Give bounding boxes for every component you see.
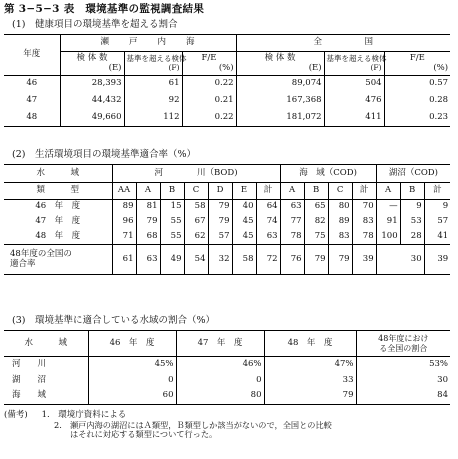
s2-national-cell: 61 [112,245,136,275]
s1-cell: 61 [124,76,182,93]
s2-cell: 9 [400,200,424,215]
s2-cell: 57 [424,215,450,230]
s3-cell: 30 [356,373,450,389]
s2-national-cell: 72 [256,245,280,275]
s2-national-cell: 76 [280,245,304,275]
s1-cell: 0.28 [384,93,450,110]
s1-count-label-b: 検 体 数 [264,52,296,63]
s3-47-header: 47 年 度 [176,331,264,357]
s2-type-6: 計 [256,183,280,200]
s1-count-unit: (E) [108,62,122,73]
s1-cell: 49,660 [60,110,124,127]
s2-type-11: A [376,183,400,200]
s2-row-label: 48 年 度 [35,230,81,241]
s2-national-cell: 39 [352,245,376,275]
s1-year: 46 [26,78,38,89]
s3-water-header: 水 域 [24,337,67,348]
s2-cell: 40 [232,200,256,215]
s1-ratio-label-b: F/E [409,52,425,63]
table-row [4,76,450,93]
s2-cell: 89 [112,200,136,215]
table-row [4,373,450,389]
s2-cell: 78 [280,230,304,245]
s3-national-header-1: 48年度におけ [378,334,429,344]
table-row [4,110,450,127]
notes [4,411,332,440]
s1-year-header: 年度 [4,35,60,76]
s2-lake-header: 湖沼（COD) [376,165,450,183]
s2-national-cell: 79 [304,245,328,275]
s1-exceed-unit: (F) [168,62,180,72]
s3-cell: 0 [88,373,176,389]
s1-cell: 0.57 [384,76,450,93]
s2-cell: 45 [232,215,256,230]
s2-type-8: B [304,183,328,200]
s2-cell: 81 [136,200,160,215]
s2-cell: 91 [376,215,400,230]
s1-exceed-label-b: 基準を超える検体 [326,53,387,63]
s2-cell: 55 [160,215,184,230]
s2-cell: 63 [256,230,280,245]
s2-cell: 78 [352,230,376,245]
s3-cell: 84 [356,389,450,405]
table-row [4,230,450,245]
health-items-table [4,34,450,127]
s2-cell: 57 [208,230,232,245]
s2-national-cell: 39 [424,245,450,275]
s2-cell: 71 [112,230,136,245]
notes-label: (備考) [4,410,28,420]
s2-type-header: 類 型 [36,185,79,196]
s2-national-cell: 58 [232,245,256,275]
s1-cell: 28,393 [60,76,124,93]
s2-cell: 83 [352,215,376,230]
s2-sea-header: 海 域（COD) [280,165,376,183]
s2-cell: 79 [208,215,232,230]
s1-year: 47 [26,95,38,106]
note-2-cont: はそれに対応する類型について行った。 [70,429,218,440]
s2-cell: 68 [136,230,160,245]
s1-cell: 89,074 [236,76,324,93]
s2-cell: 41 [424,230,450,245]
table-row [4,389,450,405]
s2-national-cell: 63 [136,245,160,275]
s3-row-label: 河 川 [12,358,47,369]
s2-cell: 79 [208,200,232,215]
s3-cell: 33 [264,373,356,389]
s2-type-4: D [208,183,232,200]
s3-46-header: 46 年 度 [88,331,176,357]
s1-col-exceed-b [324,52,387,76]
s1-col-count-b [236,52,324,76]
s3-cell: 45% [88,357,176,373]
s1-ratio-label: F/E [201,52,217,63]
s2-cell: 63 [280,200,304,215]
s1-exceed-label: 基準を超える検体 [126,53,187,63]
s2-cell: — [376,200,400,215]
s2-cell: 79 [136,215,160,230]
table-row [4,215,450,230]
s3-cell: 46% [176,357,264,373]
s2-cell: 9 [424,200,450,215]
s1-cell: 92 [124,93,182,110]
s2-cell: 45 [232,230,256,245]
s1-group-national: 全 国 [236,35,450,52]
s3-row-label: 海 域 [12,390,47,401]
section1-caption: (1) 健康項目の環境基準を超える割合 [12,19,178,30]
s1-cell: 504 [324,76,384,93]
s1-count-label: 検 体 数 [76,52,108,63]
s2-cell: 100 [376,230,400,245]
s2-national-cell: 54 [184,245,208,275]
s2-cell: 67 [184,215,208,230]
table-row [4,357,450,373]
water-area-table [4,330,450,405]
s3-cell: 0 [176,373,264,389]
s3-cell: 80 [176,389,264,405]
s2-cell: 77 [280,215,304,230]
s3-national-header-2: る全国の割合 [379,343,428,353]
s2-type-5: E [232,183,256,200]
table-row [4,245,450,275]
table-row [4,200,450,215]
s2-national-label-2: 適合率 [10,258,36,269]
living-env-table [4,164,450,275]
s1-cell: 0.23 [384,110,450,127]
s2-cell: 74 [256,215,280,230]
s1-cell: 411 [324,110,384,127]
note-1: 1. 環境庁資料による [41,410,127,420]
s1-cell: 476 [324,93,384,110]
s1-year: 48 [26,111,38,122]
s2-cell: 62 [184,230,208,245]
s1-col-ratio-a [182,52,236,76]
s2-cell: 83 [328,230,352,245]
s1-group-seto: 瀬 戸 内 海 [60,35,236,52]
s2-national-cell: 49 [160,245,184,275]
s1-exceed-unit-b: (F) [370,62,382,72]
s2-water-header: 水 域 [36,167,79,178]
s3-cell: 79 [264,389,356,405]
s2-type-13: 計 [424,183,450,200]
s2-type-12: B [400,183,424,200]
s2-type-1: A [136,183,160,200]
s2-cell: 65 [304,200,328,215]
s1-ratio-unit-b: (%) [433,62,449,73]
s1-cell: 0.22 [182,76,236,93]
s3-cell: 53% [356,357,450,373]
s2-national-cell: 30 [376,245,424,275]
s2-cell: 58 [184,200,208,215]
section3-caption: (3) 環境基準に適合している水域の割合（%） [12,315,215,326]
note-2: 2. 瀬戸内海の湖沼にはＡ類型，Ｂ類型しか該当がないので，全国との比較 [54,419,332,430]
s2-national-cell: 32 [208,245,232,275]
s2-cell: 53 [400,215,424,230]
s2-national-cell: 79 [328,245,352,275]
s2-type-10: 計 [352,183,376,200]
s2-cell: 28 [400,230,424,245]
table-title: 第 3−5−3 表 環境基準の監視調査結果 [4,3,205,15]
s1-ratio-unit: (%) [218,62,234,73]
s2-national-label-1: 48年度の全国の [10,248,72,259]
s2-cell: 64 [256,200,280,215]
s2-cell: 96 [112,215,136,230]
s2-row-label: 46 年 度 [35,201,81,212]
s2-cell: 89 [328,215,352,230]
s2-cell: 80 [328,200,352,215]
s2-cell: 15 [160,200,184,215]
s2-type-7: A [280,183,304,200]
s3-national-header [356,331,450,357]
s2-type-9: C [328,183,352,200]
s1-cell: 44,432 [60,93,124,110]
s2-cell: 82 [304,215,328,230]
section2-caption: (2) 生活環境項目の環境基準適合率（%） [12,149,196,160]
s2-type-0: AA [112,183,136,200]
s1-cell: 181,072 [236,110,324,127]
s1-cell: 0.21 [182,93,236,110]
s2-type-3: C [184,183,208,200]
s1-col-ratio-b [384,52,450,76]
s1-cell: 0.22 [182,110,236,127]
s2-cell: 75 [304,230,328,245]
s1-col-exceed-a [124,52,187,76]
s1-count-unit-b: (E) [308,62,322,73]
s1-cell: 167,368 [236,93,324,110]
s3-48-header: 48 年 度 [264,331,356,357]
table-row [4,93,450,110]
s3-cell: 60 [88,389,176,405]
s3-row-label: 湖 沼 [12,374,47,385]
s2-cell: 70 [352,200,376,215]
s1-col-count-a [60,52,124,76]
s2-type-2: B [160,183,184,200]
s1-cell: 112 [124,110,182,127]
s2-river-header: 河 川（BOD) [112,165,280,183]
s2-national-label [4,245,112,275]
s3-cell: 47% [264,357,356,373]
s2-cell: 55 [160,230,184,245]
s2-row-label: 47 年 度 [35,216,81,227]
